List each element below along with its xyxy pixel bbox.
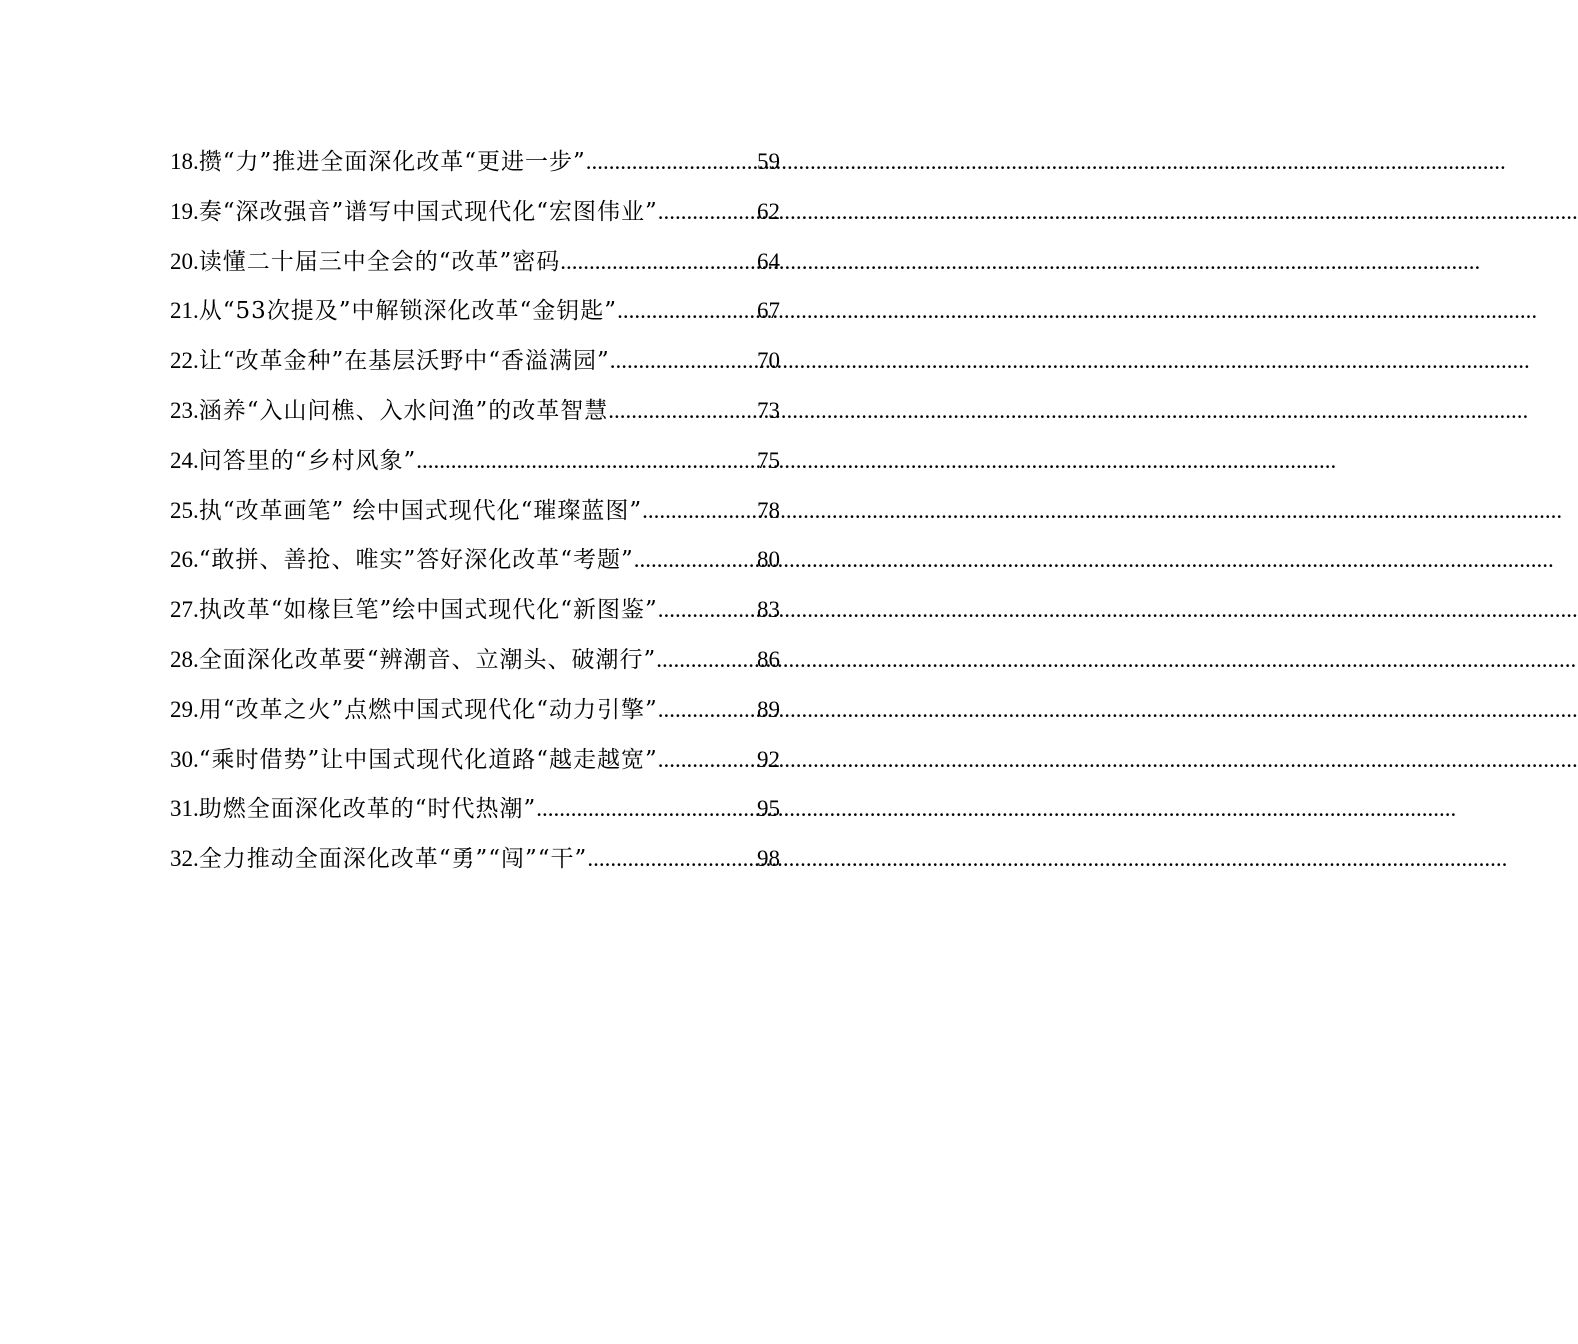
toc-entry-title: 全力推动全面深化改革“勇”“闯”“干” [198,846,588,873]
toc-entry[interactable] [170,440,780,490]
toc-entry-page: 70 [757,348,780,374]
toc-entry[interactable] [170,838,780,888]
toc-entry-title: “乘时借势”让中国式现代化道路“越走越宽” [198,746,658,773]
toc-dot-leader [617,290,757,332]
toc-dot-leader [642,490,757,532]
toc-entry-title: 奏“深改强音”谱写中国式现代化“宏图伟业” [198,198,658,225]
toc-entry-page: 78 [757,497,780,523]
toc-entry-number: 32. [170,846,199,872]
toc-entry-title: 读懂二十届三中全会的“改革”密码 [198,248,561,275]
toc-entry[interactable] [170,241,780,291]
toc-dot-leader [536,788,757,830]
toc-entry-number: 18. [170,149,199,174]
toc-entry-number: 19. [170,198,199,224]
toc-entry-number: 30. [170,746,199,772]
toc-dot-leader [658,689,757,731]
toc-entry-title: 用“改革之火”点燃中国式现代化“动力引擎” [198,696,658,723]
toc-entry[interactable] [170,589,780,639]
toc-entry-title: 执改革“如椽巨笔”绘中国式现代化“新图鉴” [198,597,658,624]
toc-dot-leader [416,440,757,482]
toc-entry-title: 助燃全面深化改革的“时代热潮” [198,796,537,823]
toc-entry-number: 22. [170,348,199,374]
toc-entry[interactable] [170,490,780,540]
toc-entry-title: 从“53次提及”中解锁深化改革“金钥匙” [198,298,618,325]
toc-entry-page: 73 [757,397,780,423]
toc-entry-page: 62 [757,198,780,224]
toc-entry[interactable] [170,739,780,789]
toc-entry-page: 64 [757,248,780,274]
toc-dot-leader [587,838,757,880]
toc-entry-page: 80 [757,547,780,573]
toc-entry-page: 83 [757,597,780,623]
toc-entry-page: 89 [757,696,780,722]
toc-dot-leader [656,639,757,681]
toc-entry[interactable] [170,689,780,739]
toc-entry-page: 98 [757,846,780,872]
toc-entry-page: 67 [757,298,780,324]
toc-dot-leader [586,141,757,183]
toc-dot-leader [658,589,757,631]
toc-entry-title: “敢拼、善抢、唯实”答好深化改革“考题” [198,547,634,574]
toc-entry[interactable] [170,290,780,340]
toc-entry-number: 23. [170,397,199,423]
toc-entry-title: 全面深化改革要“辨潮音、立潮头、破潮行” [198,646,657,673]
toc-entry-page: 92 [757,746,780,772]
toc-entry-title: 涵养“入山问樵、入水问渔”的改革智慧 [198,397,609,424]
toc-entry-title: 执“改革画笔” 绘中国式现代化“璀璨蓝图” [198,497,643,524]
toc-entry-page: 75 [757,447,780,473]
toc-entry-page: 59 [757,149,780,174]
toc-entry-page: 86 [757,646,780,672]
toc-dot-leader [658,191,757,233]
toc-entry-number: 24. [170,447,199,473]
toc-entry[interactable] [170,141,780,191]
toc-entry-number: 21. [170,298,199,324]
toc-entry-page: 95 [757,796,780,822]
toc-entry-title: 让“改革金种”在基层沃野中“香溢满园” [198,348,610,375]
toc-entry[interactable] [170,191,780,241]
toc-dot-leader [658,739,757,781]
table-of-contents [170,141,780,888]
toc-entry[interactable] [170,390,780,440]
toc-entry-number: 26. [170,547,199,573]
toc-dot-leader [608,390,757,432]
toc-entry-number: 27. [170,597,199,623]
toc-dot-leader [560,241,757,283]
toc-dot-leader [634,539,757,581]
toc-entry-title: 问答里的“乡村风象” [198,447,417,474]
toc-entry-number: 31. [170,796,199,822]
toc-dot-leader [610,340,757,382]
toc-entry-title: 攒“力”推进全面深化改革“更进一步” [198,149,586,175]
toc-entry-number: 28. [170,646,199,672]
toc-entry[interactable] [170,788,780,838]
toc-entry-number: 20. [170,248,199,274]
toc-entry[interactable] [170,340,780,390]
toc-entry-number: 25. [170,497,199,523]
toc-entry[interactable] [170,639,780,689]
toc-entry[interactable] [170,539,780,589]
toc-entry-number: 29. [170,696,199,722]
